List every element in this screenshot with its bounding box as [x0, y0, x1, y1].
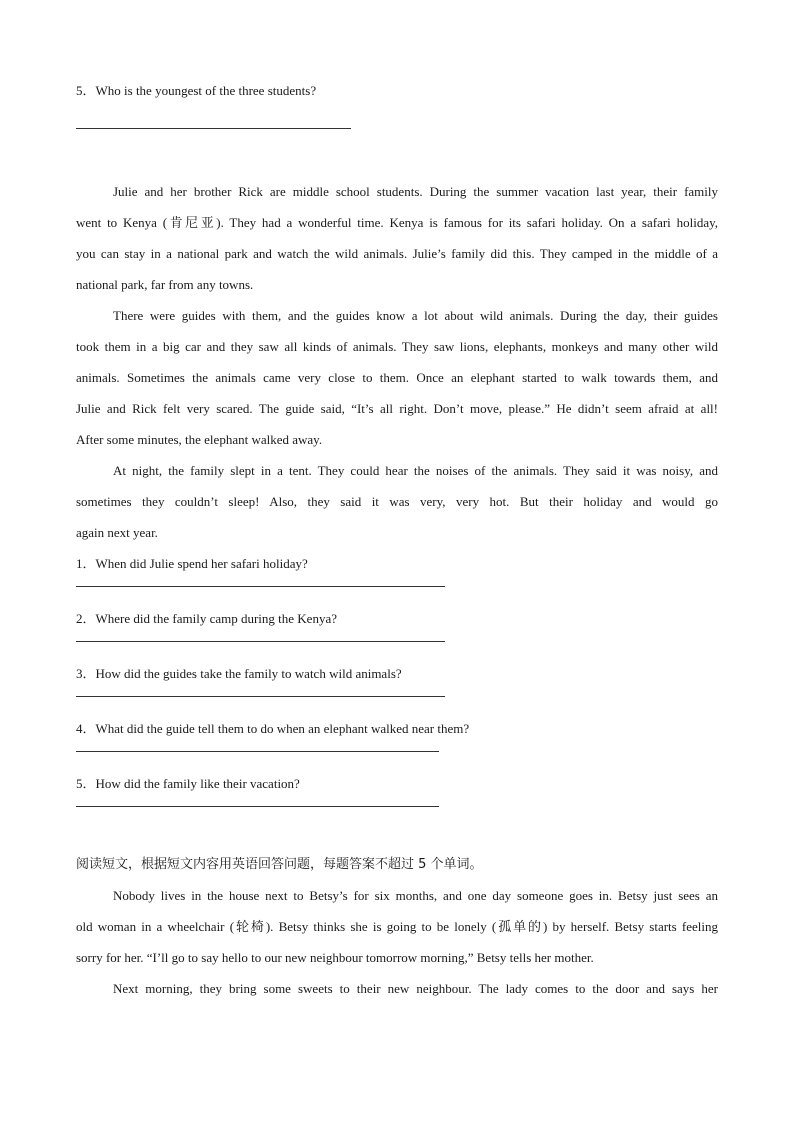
passage-line: There were guides with them, and the guides know a lot about wild animals. During the day, their guides	[113, 308, 718, 323]
passage-line: took them in a big car and they saw all kinds of animals. They saw lions, elephants, monkeys and many other wild	[76, 339, 718, 354]
document-page	[76, 82, 718, 1004]
passage-line: sorry for her. “I’ll go to say hello to our new neighbour tomorrow morning,” Betsy tells her mother.	[76, 950, 594, 965]
passage-line: national park, far from any towns.	[76, 277, 254, 292]
passage-line: again next year.	[76, 525, 158, 540]
question-1: 1．When did Julie spend her safari holiday?	[76, 556, 308, 571]
question-4: 4．What did the guide tell them to do when an elephant walked near them?	[76, 721, 470, 736]
question-5-top: 5．Who is the youngest of the three students?	[76, 83, 317, 98]
passage-line: Julie and Rick felt very scared. The guide said, “It’s all right. Don’t move, please.” He didn’t seem afraid at all!	[76, 401, 718, 416]
passage-line: After some minutes, the elephant walked away.	[76, 432, 323, 447]
passage-line: you can stay in a national park and watch the wild animals. Julie’s family did this. They camped in the middle of a	[76, 246, 718, 261]
passage-line: old woman in a wheelchair (轮椅). Betsy thinks she is going to be lonely (孤单的) by herself. Betsy starts feeling	[76, 919, 718, 934]
passage-line: Next morning, they bring some sweets to their new neighbour. The lady comes to the door and says her	[113, 981, 718, 996]
passage-line: Julie and her brother Rick are middle school students. During the summer vacation last year, their family	[113, 184, 718, 199]
section-instruction: 阅读短文，根据短文内容用英语回答问题，每题答案不超过 5 个单词。	[76, 857, 483, 872]
question-list	[76, 548, 718, 807]
question-5: 5．How did the family like their vacation?	[76, 776, 300, 791]
question-2: 2．Where did the family camp during the Kenya?	[76, 611, 337, 626]
section-2	[76, 849, 718, 1004]
question-3: 3．How did the guides take the family to watch wild animals?	[76, 666, 402, 681]
passage-1	[76, 176, 718, 548]
passage-line: At night, the family slept in a tent. They could hear the noises of the animals. They said it was noisy, and	[113, 463, 718, 478]
passage-line: animals. Sometimes the animals came very close to them. Once an elephant started to walk towards them, and	[76, 370, 718, 385]
passage-line: sometimes they couldn’t sleep! Also, they said it was very, very hot. But their holiday and would go	[76, 494, 718, 509]
passage-line: Nobody lives in the house next to Betsy’s for six months, and one day someone goes in. Betsy just sees an	[113, 888, 718, 903]
passage-line: went to Kenya (肯尼亚). They had a wonderful time. Kenya is famous for its safari holiday. On a safari holiday,	[76, 215, 718, 230]
